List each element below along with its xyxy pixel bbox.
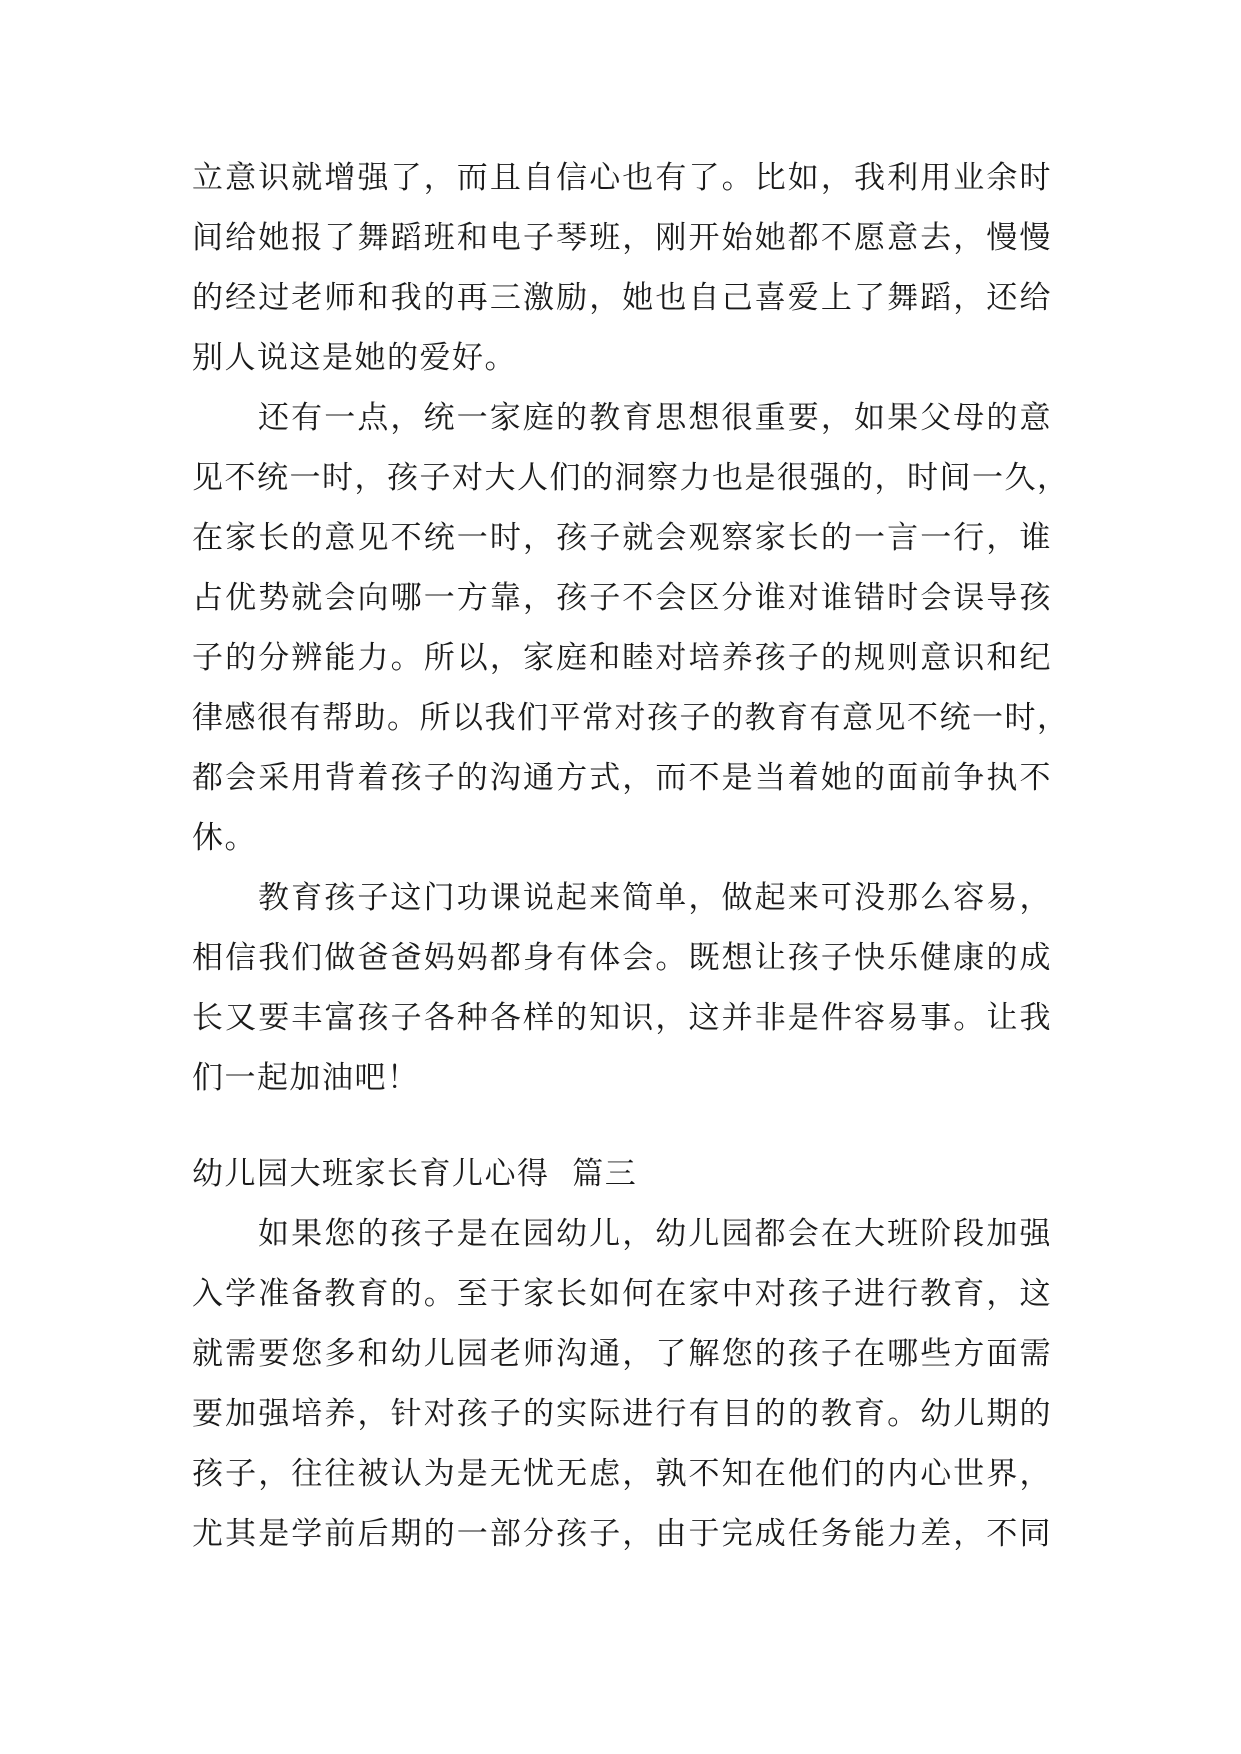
paragraph-line: 相信我们做爸爸妈妈都身有体会。既想让孩子快乐健康的成 (192, 940, 1052, 976)
paragraph-line: 律感很有帮助。所以我们平常对孩子的教育有意见不统一时， (192, 700, 1070, 736)
paragraph-line: 休。 (192, 820, 257, 856)
paragraph-line: 还有一点，统一家庭的教育思想很重要，如果父母的意 (258, 400, 1052, 436)
paragraph-line: 立意识就增强了，而且自信心也有了。比如，我利用业余时 (192, 160, 1052, 196)
section-heading: 幼儿园大班家长育儿心得 篇三 (192, 1156, 638, 1192)
paragraph-line: 要加强培养，针对孩子的实际进行有目的的教育。幼儿期的 (192, 1396, 1052, 1432)
paragraph-line: 长又要丰富孩子各种各样的知识，这并非是件容易事。让我 (192, 1000, 1052, 1036)
paragraph-line: 子的分辨能力。所以，家庭和睦对培养孩子的规则意识和纪 (192, 640, 1052, 676)
paragraph-line: 教育孩子这门功课说起来简单，做起来可没那么容易， (258, 880, 1052, 916)
paragraph-line: 的经过老师和我的再三激励，她也自己喜爱上了舞蹈，还给 (192, 280, 1052, 316)
paragraph-line: 如果您的孩子是在园幼儿，幼儿园都会在大班阶段加强 (258, 1216, 1052, 1252)
paragraph-line: 占优势就会向哪一方靠，孩子不会区分谁对谁错时会误导孩 (192, 580, 1052, 616)
paragraph-line: 尤其是学前后期的一部分孩子，由于完成任务能力差，不同 (192, 1516, 1052, 1552)
paragraph-line: 别人说这是她的爱好。 (192, 340, 517, 376)
paragraph-line: 见不统一时，孩子对大人们的洞察力也是很强的，时间一久， (192, 460, 1070, 496)
paragraph-line: 就需要您多和幼儿园老师沟通，了解您的孩子在哪些方面需 (192, 1336, 1052, 1372)
paragraph-line: 们一起加油吧！ (192, 1060, 420, 1096)
paragraph-line: 都会采用背着孩子的沟通方式，而不是当着她的面前争执不 (192, 760, 1052, 796)
paragraph-line: 间给她报了舞蹈班和电子琴班，刚开始她都不愿意去，慢慢 (192, 220, 1052, 256)
paragraph-line: 入学准备教育的。至于家长如何在家中对孩子进行教育，这 (192, 1276, 1052, 1312)
paragraph-line: 在家长的意见不统一时，孩子就会观察家长的一言一行，谁 (192, 520, 1052, 556)
paragraph-line: 孩子，往往被认为是无忧无虑，孰不知在他们的内心世界， (192, 1456, 1052, 1492)
